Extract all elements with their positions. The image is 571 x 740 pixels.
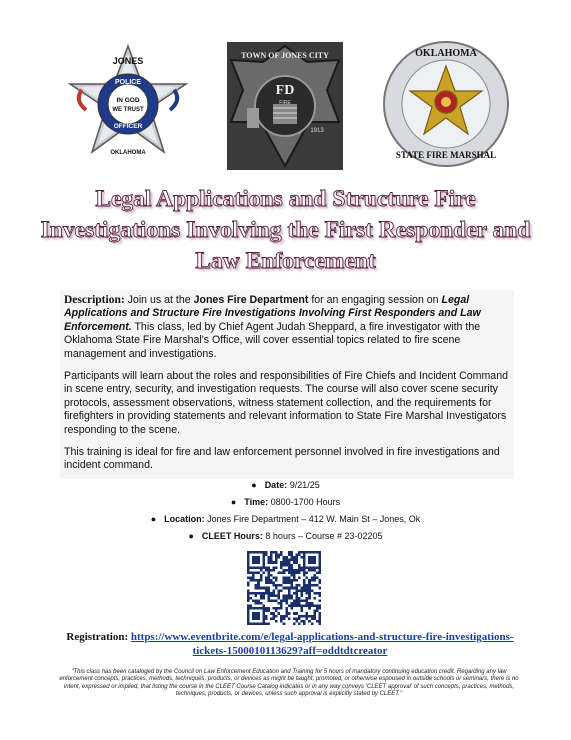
police-badge-bottom-band: OFFICER: [113, 123, 143, 130]
description-paragraph-3: This training is ideal for fire and law enforcement personnel involved in fire investigations and incident command.: [64, 446, 500, 472]
title-line: Investigations Involving the First Responder and: [40, 217, 531, 243]
description-box: [60, 290, 514, 479]
title-line: Legal Applications and Structure Fire: [95, 186, 476, 212]
description-text: for an engaging session on: [308, 294, 442, 306]
logo-row: [0, 36, 571, 176]
police-badge-band: POLICE: [114, 79, 142, 86]
bullet-icon: ●: [188, 531, 194, 541]
cleet-disclaimer: "This class has been cataloged by the Council on Law Enforcement Education and Training for 5 hours of mandatory continuing education credit. Regarding any law enforcement concepts, practices, methods, techniques, products, or devices as might be taught, promoted, or otherwise espoused in outside schools or seminars, there is no intent, expressed or implied, that listing the course in the CLEET Course Catalog indicates or in any way conveys 'CLEET approval' of such concepts, practices, methods, techniques, products, or devices, unless such approval is explicitly stated by CLEET.": [59, 669, 519, 698]
police-badge-logo: [64, 44, 192, 168]
registration: [60, 630, 520, 658]
registration-link[interactable]: https://www.eventbrite.com/e/legal-applications-and-structure-fire-investigations-tickets-1500010113629?aff=oddtdtcreator: [130, 631, 514, 657]
course-name: Legal Applications and Structure Fire Investigations Involving First Responders and Law Enforcement.: [64, 294, 481, 333]
police-badge-text-top: JONES: [112, 56, 144, 66]
fm-logo-bottom-text: STATE FIRE MARSHAL: [395, 150, 497, 160]
details-list: [0, 477, 571, 545]
detail-value: 8 hours – Course # 23-02205: [262, 531, 383, 541]
detail-label: Time:: [244, 497, 269, 507]
page-title: [6, 184, 565, 277]
registration-label: Registration:: [66, 631, 129, 643]
fm-logo-top-text: OKLAHOMA: [415, 48, 477, 59]
bullet-icon: ●: [230, 497, 237, 507]
detail-location: [0, 511, 571, 528]
description-paragraph-2: Participants will learn about the roles and responsibilities of Fire Chiefs and Incident Command in scene entry, security, and investigation requests. The course will also cover scene security protocols, assessment observations, witness statement collection, and the requirements for firefighters in providing statements and relevant information to State Fire Marshal Investigators responding to the scene.: [64, 370, 508, 436]
detail-label: Location:: [164, 514, 205, 524]
detail-date: [0, 477, 571, 494]
bullet-icon: ●: [150, 514, 157, 524]
detail-time: [0, 494, 571, 511]
title-line: Law Enforcement: [195, 248, 376, 274]
fd-logo-side-left: FIRE: [279, 100, 291, 106]
state-fire-marshal-logo: [382, 38, 510, 170]
detail-label: CLEET Hours:: [201, 531, 263, 541]
fd-logo-top-text: TOWN OF JONES CITY: [241, 51, 329, 60]
detail-value: Jones Fire Department – 412 W. Main St – Jones, Ok: [204, 514, 421, 524]
fire-department-logo: [227, 42, 343, 170]
police-badge-center-1: IN GOD: [116, 97, 140, 104]
fd-logo-center-text: FD: [275, 83, 295, 98]
department-name: Jones Fire Department: [193, 294, 309, 306]
fd-logo-side-right: 1913: [310, 128, 324, 134]
description-label: Description:: [64, 294, 125, 306]
detail-cleet-hours: [0, 528, 571, 545]
bullet-icon: ●: [251, 480, 257, 490]
police-badge-bottom: OKLAHOMA: [110, 150, 146, 156]
police-badge-center-2: WE TRUST: [112, 107, 144, 113]
detail-value: 9/21/25: [287, 480, 320, 490]
description-text: Join us at the: [124, 294, 194, 306]
detail-label: Date:: [264, 480, 288, 490]
detail-value: 0800-1700 Hours: [268, 497, 341, 507]
registration-qr-code[interactable]: [247, 551, 321, 625]
description-text: This class, led by Chief Agent Judah Sheppard, a fire investigator with the Oklahoma State Fire Marshal's Office, will cover essential topics related to fire scene management and investigations.: [64, 320, 481, 360]
description-paragraph-1: [64, 294, 510, 361]
